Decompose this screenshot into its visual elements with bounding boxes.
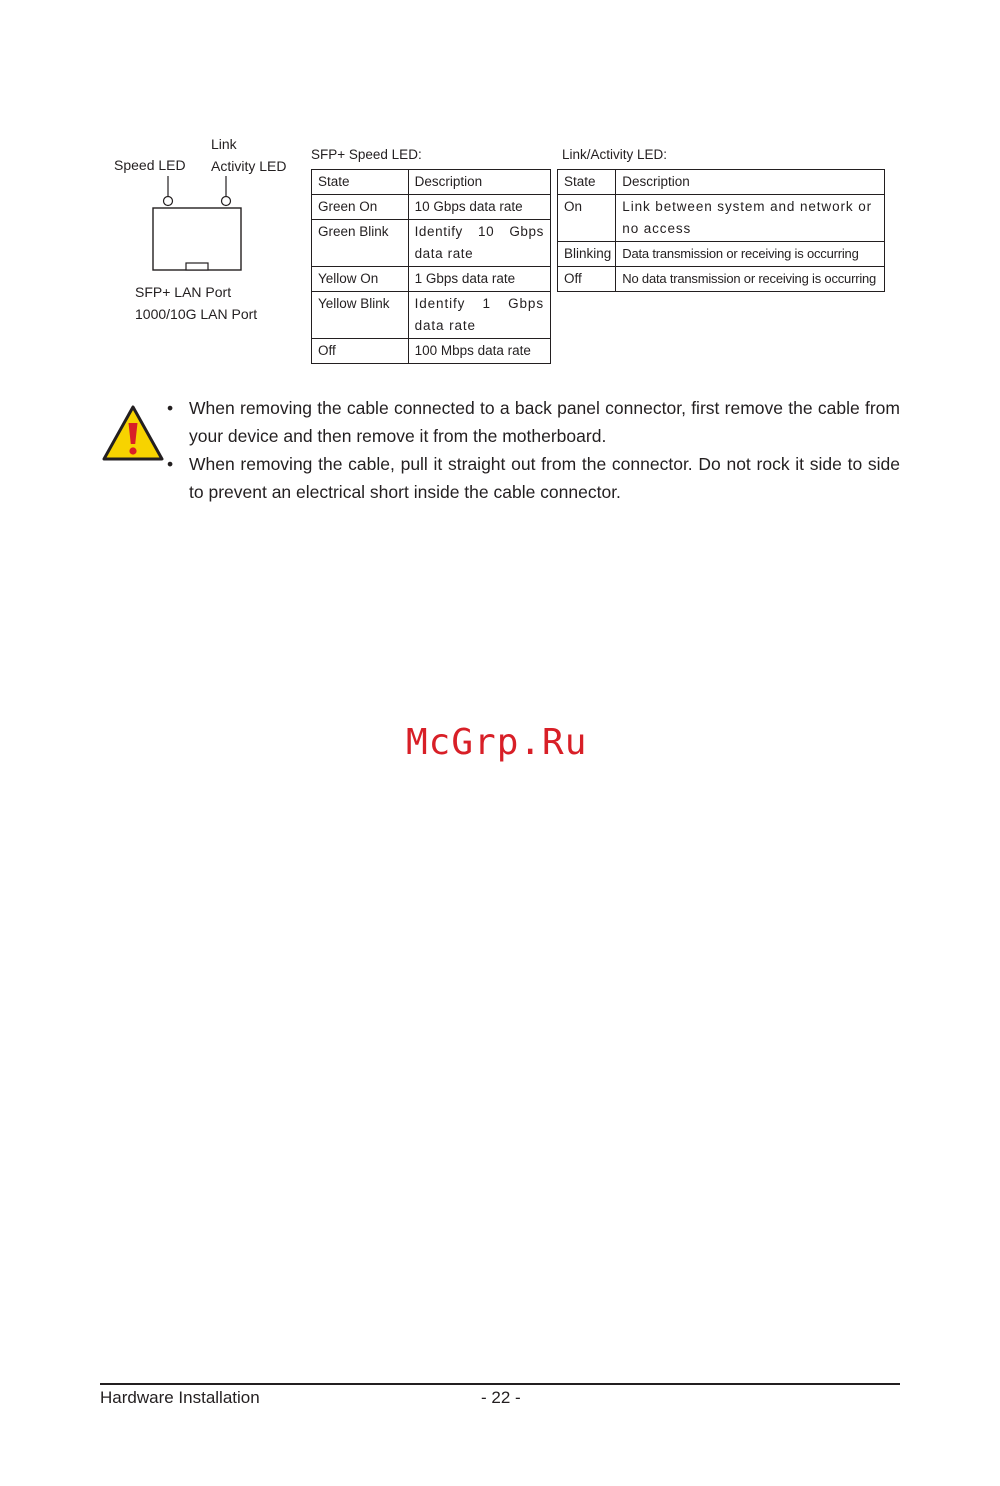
speed-led-label: Speed LED (114, 157, 186, 173)
table-row (558, 242, 885, 267)
table-row (312, 267, 551, 292)
description-cell: 1 Gbps data rate (408, 267, 550, 292)
table-header-row (558, 170, 885, 195)
description-cell: 10 Gbps data rate (408, 195, 550, 220)
sfp-speed-caption: SFP+ Speed LED: (311, 147, 422, 162)
caution-item (165, 394, 900, 450)
speed-led-icon (164, 197, 173, 206)
link-label: Link (211, 136, 237, 152)
state-cell: Yellow Blink (312, 292, 409, 339)
table-row (312, 195, 551, 220)
bullet-icon: • (167, 454, 174, 474)
description-cell: Data transmission or receiving is occurring (616, 242, 885, 267)
warning-triangle-icon (101, 404, 165, 462)
port-label-line2: 1000/10G LAN Port (135, 306, 258, 322)
page-number: - 22 - (481, 1388, 521, 1407)
port-label-line1: SFP+ LAN Port (135, 284, 232, 300)
description-cell: 100 Mbps data rate (408, 339, 550, 364)
port-latch (186, 263, 208, 270)
table-row (312, 292, 551, 339)
state-cell: Off (558, 267, 616, 292)
state-cell: Blinking (558, 242, 616, 267)
state-cell: Green On (312, 195, 409, 220)
header-state: State (312, 170, 409, 195)
caution-item (165, 450, 900, 506)
link-activity-caption: Link/Activity LED: (562, 147, 668, 162)
state-cell: Off (312, 339, 409, 364)
bullet-icon: • (167, 398, 174, 418)
table-row (558, 195, 885, 242)
activity-led-label: Activity LED (211, 158, 287, 174)
description-cell: No data transmission or receiving is occurring (616, 267, 885, 292)
caution-list (165, 394, 900, 506)
caution-text: When removing the cable, pull it straight out from the connector. Do not rock it side to side to prevent an electrical short inside the cable connector. (189, 454, 900, 502)
sfp-port-drawing (145, 170, 250, 275)
state-cell: On (558, 195, 616, 242)
description-cell: Identify 10 Gbps data rate (408, 220, 550, 267)
table-row (312, 220, 551, 267)
port-body (153, 208, 241, 270)
header-description: Description (616, 170, 885, 195)
description-cell: Identify 1 Gbps data rate (408, 292, 550, 339)
link-activity-table (557, 169, 885, 292)
table-row (558, 267, 885, 292)
watermark: McGrp.Ru (406, 722, 588, 763)
table-row (312, 339, 551, 364)
caution-notes (165, 394, 900, 506)
sfp-speed-table (311, 169, 551, 364)
footer-section-title: Hardware Installation (100, 1388, 260, 1407)
header-description: Description (408, 170, 550, 195)
header-state: State (558, 170, 616, 195)
caution-text: When removing the cable connected to a back panel connector, first remove the cable from your device and then remove it from the motherboard. (189, 398, 900, 446)
table-header-row (312, 170, 551, 195)
state-cell: Green Blink (312, 220, 409, 267)
state-cell: Yellow On (312, 267, 409, 292)
footer-rule (100, 1383, 900, 1385)
link-led-icon (222, 197, 231, 206)
description-cell: Link between system and network or no access (616, 195, 885, 242)
